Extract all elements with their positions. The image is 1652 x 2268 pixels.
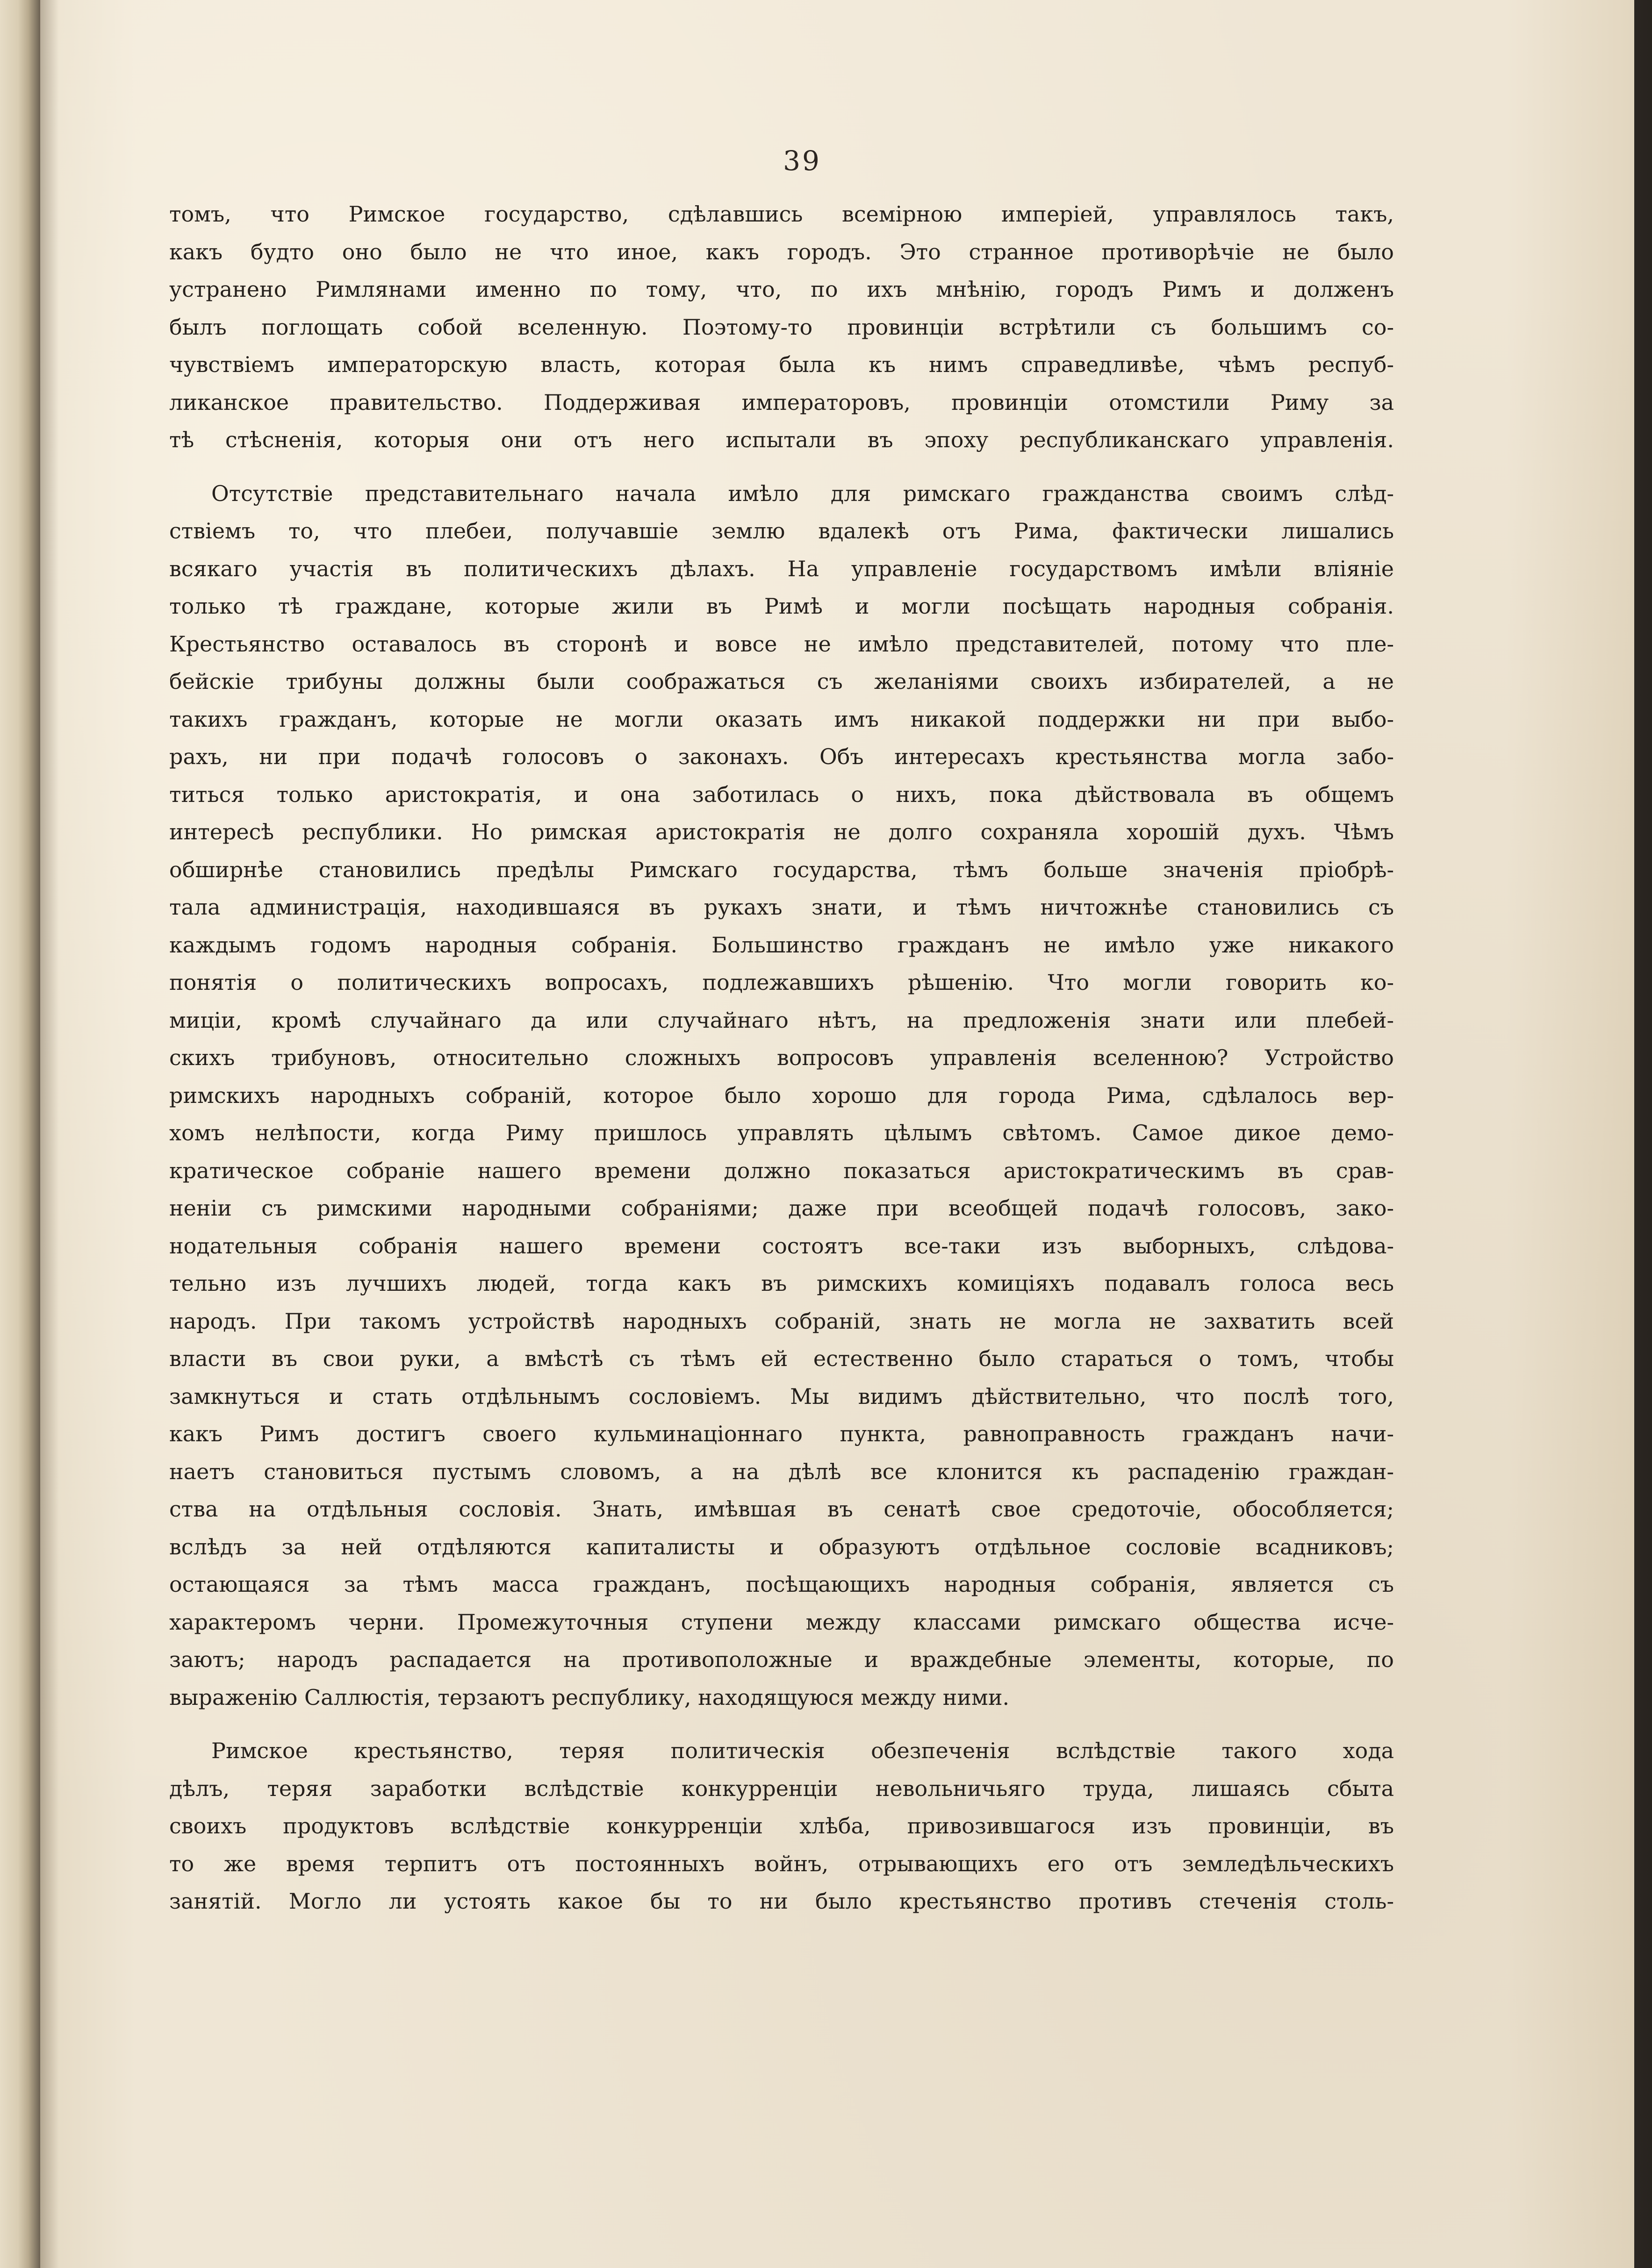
text-line: Римское крестьянство, теряя политическія обезпеченія вслѣдствіе такого хода [211, 1738, 1394, 1763]
text-line: тельно изъ лучшихъ людей, тогда какъ въ римскихъ комиціяхъ подавалъ голоса весь [169, 1271, 1394, 1296]
text-line: миціи, кромѣ случайнаго да или случайнаго нѣтъ, на предложенія знати или плебей- [169, 1007, 1394, 1033]
text-line: замкнуться и стать отдѣльнымъ сословіемъ. Мы видимъ дѣйствительно, что послѣ того, [169, 1383, 1394, 1409]
text-line: кратическое собраніе нашего времени должно показаться аристократическимъ въ срав- [169, 1158, 1394, 1183]
paragraph-gap [169, 1716, 1394, 1732]
text-line: какъ Римъ достигъ своего кульминаціоннаго пункта, равноправность гражданъ начи- [169, 1421, 1394, 1446]
text-line: Крестьянство оставалось въ сторонѣ и вовсе не имѣло представителей, потому что пле- [169, 631, 1394, 657]
text-line: выраженію Саллюстія, терзаютъ республику, находящуюся между ними. [169, 1684, 1010, 1710]
paragraph-2 [169, 475, 1394, 1717]
text-line: какъ будто оно было не что иное, какъ городъ. Это странное противорѣчіе не было [169, 239, 1394, 265]
paragraph-gap [169, 459, 1394, 475]
text-line: каждымъ годомъ народныя собранія. Большинство гражданъ не имѣло уже никакого [169, 932, 1394, 958]
text-line: былъ поглощать собой вселенную. Поэтому-то провинціи встрѣтили съ большимъ со- [169, 314, 1394, 340]
adjacent-page-edge [0, 0, 40, 2268]
text-line: томъ, что Римское государство, сдѣлавшись всемірною имперіей, управлялось такъ, [169, 201, 1394, 227]
paragraph-1 [169, 195, 1394, 459]
text-line: характеромъ черни. Промежуточныя ступени между классами римскаго общества исче- [169, 1609, 1394, 1635]
text-line: такихъ гражданъ, которые не могли оказать имъ никакой поддержки ни при выбо- [169, 706, 1394, 732]
text-line: всякаго участія въ политическихъ дѣлахъ. На управленіе государствомъ имѣли вліяніе [169, 556, 1394, 581]
paragraph-3 [169, 1732, 1394, 1920]
text-line: устранено Римлянами именно по тому, что, по ихъ мнѣнію, городъ Римъ и долженъ [169, 277, 1394, 302]
text-line: тала администрація, находившаяся въ рукахъ знати, и тѣмъ ничтожнѣе становились съ [169, 894, 1394, 920]
body-text [169, 195, 1394, 1920]
text-line: наетъ становиться пустымъ словомъ, а на дѣлѣ все клонится къ распаденію граждан- [169, 1459, 1394, 1484]
text-line: тѣ стѣсненія, которыя они отъ него испытали въ эпоху республиканскаго управленія. [169, 427, 1394, 452]
text-line: понятія о политическихъ вопросахъ, подлежавшихъ рѣшенію. Что могли говорить ко- [169, 970, 1394, 995]
text-line: хомъ нелѣпости, когда Риму пришлось управлять цѣлымъ свѣтомъ. Самое дикое демо- [169, 1120, 1394, 1145]
text-line: римскихъ народныхъ собраній, которое было хорошо для города Рима, сдѣлалось вер- [169, 1082, 1394, 1108]
text-line: неніи съ римскими народными собраніями; даже при всеобщей подачѣ голосовъ, зако- [169, 1195, 1394, 1221]
text-line: власти въ свои руки, а вмѣстѣ съ тѣмъ ей естественно было стараться о томъ, чтобы [169, 1346, 1394, 1371]
text-line: вслѣдъ за ней отдѣляются капиталисты и образуютъ отдѣльное сословіе всадниковъ; [169, 1534, 1394, 1560]
text-line: рахъ, ни при подачѣ голосовъ о законахъ. Объ интересахъ крестьянства могла забо- [169, 744, 1394, 769]
text-line: только тѣ граждане, которые жили въ Римѣ и могли посѣщать народныя собранія. [169, 594, 1394, 619]
text-line: то же время терпитъ отъ постоянныхъ войнъ, отрывающихъ его отъ земледѣльческихъ [169, 1851, 1394, 1876]
page-number: 39 [783, 145, 821, 177]
binding-shadow [40, 0, 59, 2268]
scan-right-edge [1634, 0, 1652, 2268]
text-line: своихъ продуктовъ вслѣдствіе конкурренціи хлѣба, привозившагося изъ провинціи, въ [169, 1813, 1394, 1839]
text-line: народъ. При такомъ устройствѣ народныхъ собраній, знать не могла не захватить всей [169, 1308, 1394, 1334]
text-line: титься только аристократія, и она заботилась о нихъ, пока дѣйствовала въ общемъ [169, 781, 1394, 807]
text-line: обширнѣе становились предѣлы Римскаго государства, тѣмъ больше значенія пріобрѣ- [169, 857, 1394, 882]
text-line: интересѣ республики. Но римская аристократія не долго сохраняла хорошій духъ. Чѣмъ [169, 819, 1394, 844]
text-line: чувствіемъ императорскую власть, которая была къ нимъ справедливѣе, чѣмъ респуб- [169, 352, 1394, 377]
text-line: нодательныя собранія нашего времени состоятъ все-таки изъ выборныхъ, слѣдова- [169, 1233, 1394, 1259]
text-line: ства на отдѣльныя сословія. Знать, имѣвшая въ сенатѣ свое средоточіе, обособляется; [169, 1496, 1394, 1522]
text-line: скихъ трибуновъ, относительно сложныхъ вопросовъ управленія вселенною? Устройство [169, 1045, 1394, 1070]
text-line: бейскіе трибуны должны были соображаться съ желаніями своихъ избирателей, а не [169, 669, 1394, 694]
text-line: заютъ; народъ распадается на противоположные и враждебные элементы, которые, по [169, 1647, 1394, 1672]
text-line: занятій. Могло ли устоять какое бы то ни было крестьянство противъ стеченія столь- [169, 1889, 1394, 1914]
book-page [40, 0, 1634, 2268]
text-line: ликанское правительство. Поддерживая императоровъ, провинціи отомстили Риму за [169, 389, 1394, 415]
text-line: остающаяся за тѣмъ масса гражданъ, посѣщающихъ народныя собранія, является съ [169, 1572, 1394, 1597]
text-line: ствіемъ то, что плебеи, получавшіе землю вдалекѣ отъ Рима, фактически лишались [169, 518, 1394, 544]
text-line: дѣлъ, теряя заработки вслѣдствіе конкурренціи невольничьяго труда, лишаясь сбыта [169, 1775, 1394, 1801]
text-line: Отсутствіе представительнаго начала имѣло для римскаго гражданства своимъ слѣд- [211, 480, 1394, 506]
